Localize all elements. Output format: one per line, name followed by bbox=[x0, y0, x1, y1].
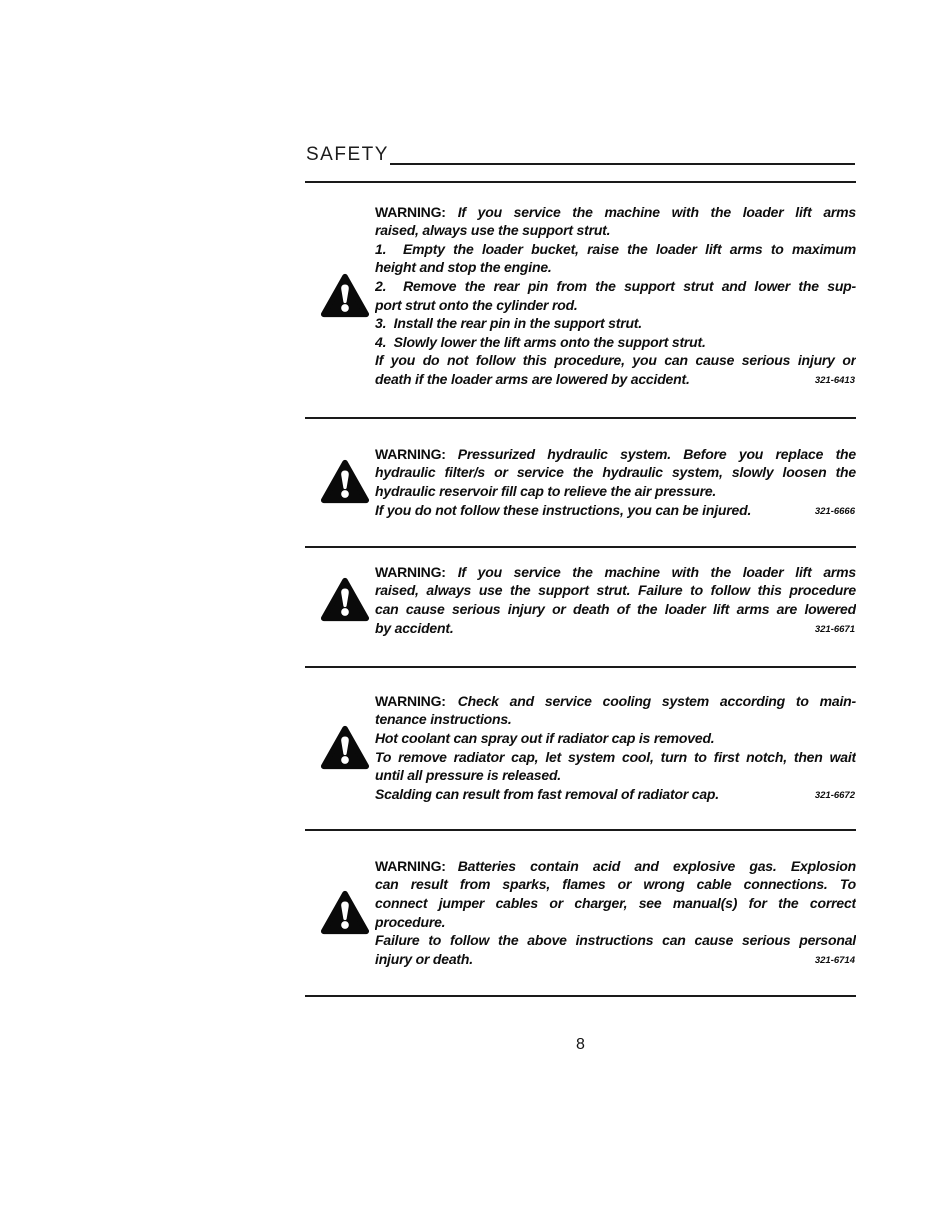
warning-line: tenance instructions. bbox=[375, 711, 512, 728]
warning-line-text: Pressurized hydraulic system. Before you replace the bbox=[457, 445, 856, 462]
warning-triangle-icon bbox=[320, 272, 370, 320]
warning-line: 2. Remove the rear pin from the support strut and lower the sup- bbox=[375, 277, 856, 294]
warning-reference-number: 321-6413 bbox=[814, 375, 855, 387]
icon-column bbox=[305, 576, 375, 624]
warning-reference-number: 321-6671 bbox=[814, 624, 855, 636]
warning-block-cooling-system bbox=[305, 691, 856, 804]
warning-line: can result from sparks, flames or wrong cable connections. To bbox=[375, 876, 856, 893]
separator-rule bbox=[305, 417, 856, 419]
warning-block-pressurized-hydraulic bbox=[305, 444, 856, 520]
warning-label: WARNING: bbox=[375, 203, 446, 220]
warning-triangle-icon bbox=[320, 576, 370, 624]
warning-line: height and stop the engine. bbox=[375, 259, 552, 276]
warning-line: port strut onto the cylinder rod. bbox=[375, 296, 578, 313]
warning-text bbox=[375, 692, 856, 804]
warning-line bbox=[375, 857, 856, 876]
warning-line: 4. Slowly lower the lift arms onto the support strut. bbox=[375, 333, 706, 350]
warning-block-support-strut bbox=[305, 562, 856, 638]
warning-line bbox=[375, 692, 856, 711]
warning-line: Hot coolant can spray out if radiator cap is removed. bbox=[375, 729, 715, 746]
icon-column bbox=[305, 889, 375, 937]
warning-triangle-icon bbox=[320, 458, 370, 506]
warning-line-text: Check and service cooling system according to main- bbox=[457, 692, 856, 709]
icon-column bbox=[305, 458, 375, 506]
warning-label: WARNING: bbox=[375, 563, 446, 580]
warning-line: death if the loader arms are lowered by accident. bbox=[375, 370, 690, 387]
warning-text bbox=[375, 203, 856, 389]
warning-line bbox=[375, 563, 856, 582]
warning-line: by accident. bbox=[375, 619, 454, 636]
warning-line: can cause serious injury or death of the loader lift arms are lowered bbox=[375, 601, 856, 617]
warning-line: 3. Install the rear pin in the support strut. bbox=[375, 315, 642, 332]
warning-line: hydraulic filter/s or service the hydraulic system, slowly loosen the bbox=[375, 464, 856, 481]
warning-line: If you do not follow these instructions, you can be injured. bbox=[375, 501, 752, 518]
warning-line: injury or death. bbox=[375, 950, 473, 967]
icon-column bbox=[305, 272, 375, 320]
warning-line-text: Batteries contain acid and explosive gas. Explosion bbox=[457, 857, 856, 874]
header-underline bbox=[390, 163, 855, 165]
warning-block-lift-arms-procedure bbox=[305, 202, 856, 389]
warning-line-text: If you service the machine with the loader lift arms bbox=[457, 203, 856, 220]
warning-line: To remove radiator cap, let system cool, turn to first notch, then wait bbox=[375, 748, 856, 765]
warning-text bbox=[375, 857, 856, 969]
warning-line: raised, always use the support strut. bbox=[375, 222, 611, 239]
page-title: SAFETY bbox=[306, 144, 389, 165]
warning-line: hydraulic reservoir fill cap to relieve the air pressure. bbox=[375, 483, 717, 499]
warning-text bbox=[375, 445, 856, 519]
warning-block-batteries bbox=[305, 856, 856, 969]
header-rule bbox=[305, 181, 856, 183]
warning-label: WARNING: bbox=[375, 857, 446, 874]
warning-line bbox=[375, 445, 856, 464]
warning-triangle-icon bbox=[320, 889, 370, 937]
warning-reference-number: 321-6666 bbox=[814, 506, 855, 518]
warning-label: WARNING: bbox=[375, 445, 446, 462]
page-number: 8 bbox=[576, 1036, 585, 1053]
warning-line: If you do not follow this procedure, you can cause serious injury or bbox=[375, 352, 856, 369]
bottom-rule bbox=[305, 995, 856, 997]
warning-line: Scalding can result from fast removal of radiator cap. bbox=[375, 785, 719, 802]
separator-rule bbox=[305, 666, 856, 668]
separator-rule bbox=[305, 546, 856, 548]
warning-line: procedure. bbox=[375, 913, 446, 930]
warning-reference-number: 321-6714 bbox=[814, 955, 855, 967]
warning-triangle-icon bbox=[320, 724, 370, 772]
warning-line: until all pressure is released. bbox=[375, 767, 561, 784]
warning-line: 1. Empty the loader bucket, raise the loader lift arms to maximum bbox=[375, 240, 856, 257]
warning-reference-number: 321-6672 bbox=[814, 790, 855, 802]
warning-text bbox=[375, 563, 856, 637]
warning-line-text: If you service the machine with the loader lift arms bbox=[457, 563, 856, 580]
separator-rule bbox=[305, 829, 856, 831]
warning-label: WARNING: bbox=[375, 692, 446, 709]
warning-line: Failure to follow the above instructions can cause serious personal bbox=[375, 932, 856, 949]
warning-line bbox=[375, 203, 856, 222]
warning-line: raised, always use the support strut. Failure to follow this procedure bbox=[375, 582, 856, 599]
icon-column bbox=[305, 724, 375, 772]
warning-line: connect jumper cables or charger, see manual(s) for the correct bbox=[375, 894, 856, 911]
